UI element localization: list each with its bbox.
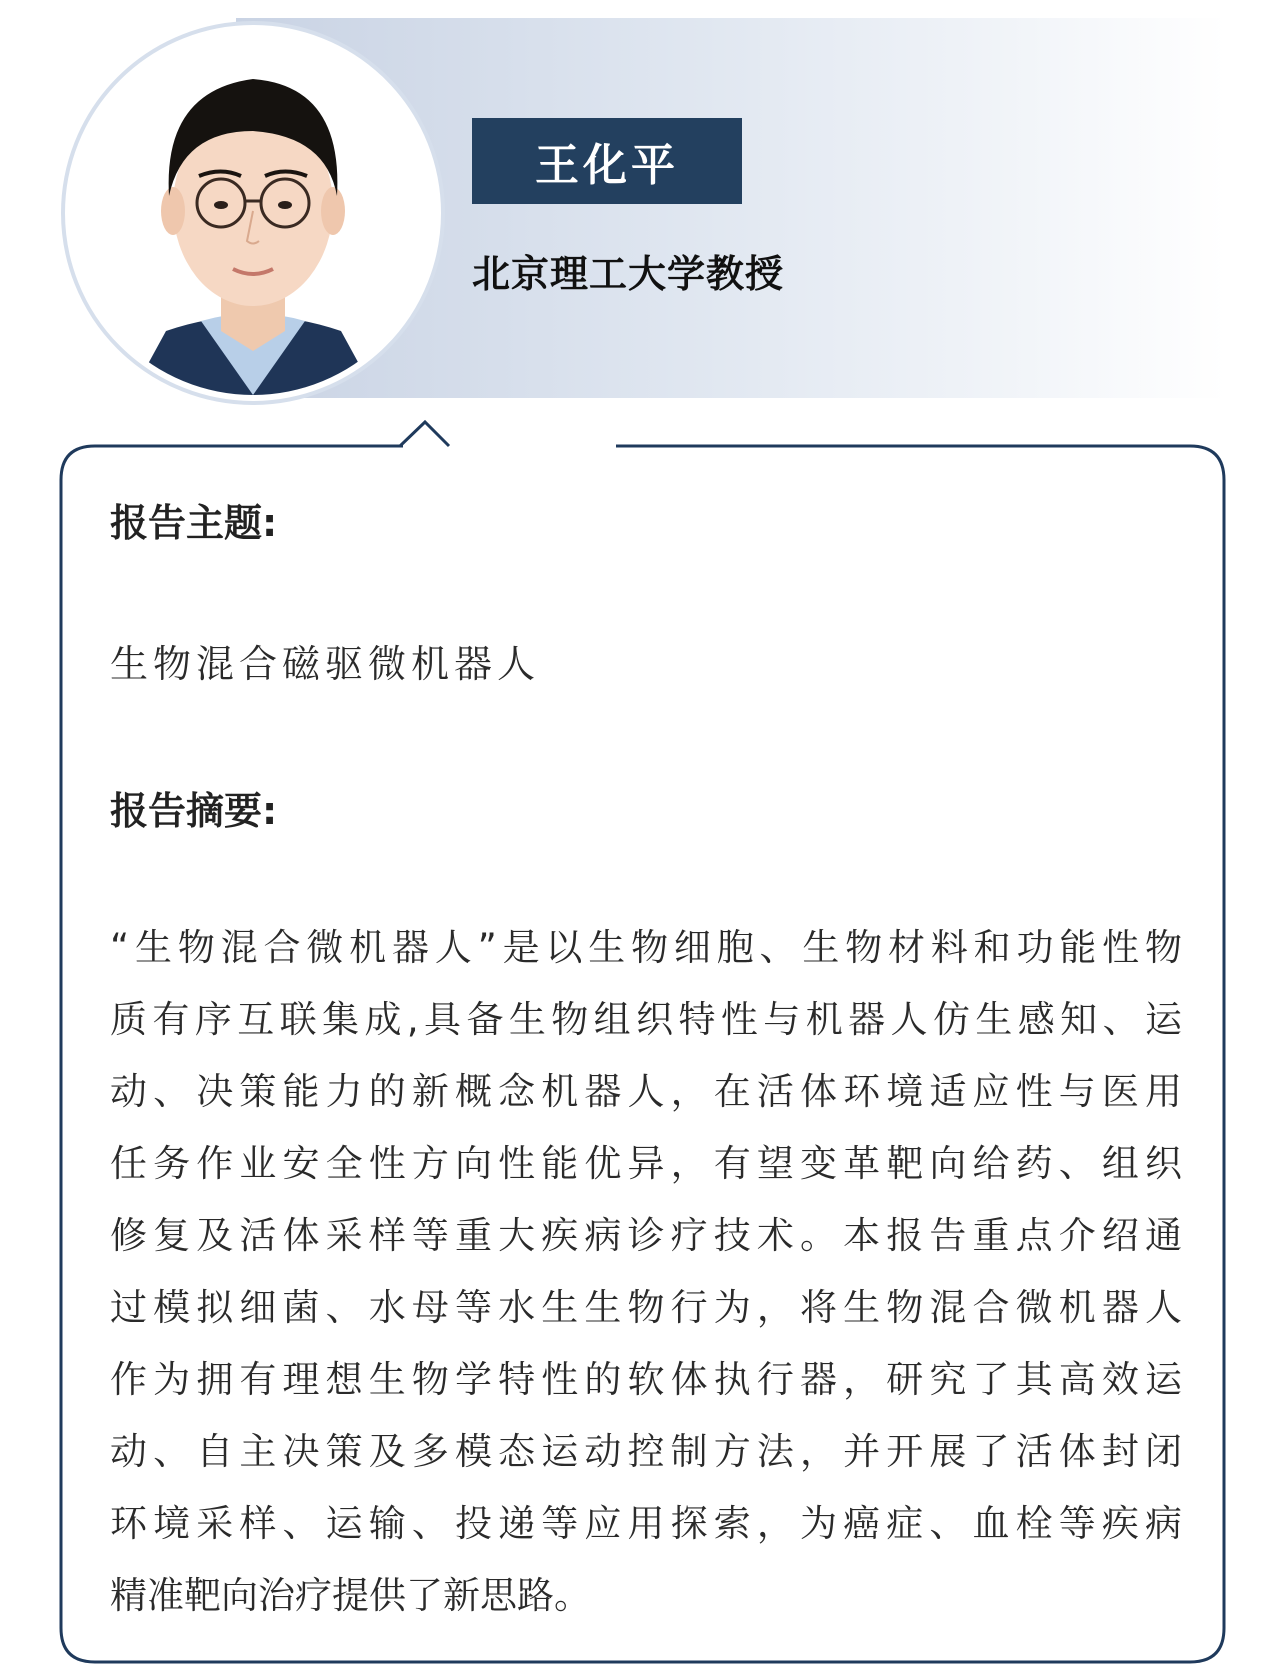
abstract-line: 过模拟细菌、水母等水生生物行为，将生物混合微机器人 [110, 1286, 1182, 1329]
abstract-line: 任务作业安全性方向性能优异，有望变革靶向给药、组织 [110, 1142, 1182, 1185]
abstract-line: 质有序互联集成,具备生物组织特性与机器人仿生感知、运 [110, 998, 1182, 1041]
abstract-line: 作为拥有理想生物学特性的软体执行器，研究了其高效运 [110, 1358, 1182, 1401]
abstract-line: 环境采样、运输、投递等应用探索，为癌症、血栓等疾病 [110, 1502, 1182, 1545]
abstract-line: “生物混合微机器人”是以生物细胞、生物材料和功能性物 [110, 926, 1182, 969]
topic-title: 生物混合磁驱微机器人 [110, 642, 541, 686]
topic-label: 报告主题: [110, 501, 278, 545]
abstract-line: 动、决策能力的新概念机器人，在活体环境适应性与医用 [110, 1070, 1182, 1113]
speaker-name: 王化平 [472, 118, 742, 204]
abstract-label: 报告摘要: [110, 789, 278, 833]
card-notch [400, 422, 449, 446]
abstract-line: 动、自主决策及多模态运动控制方法，并开展了活体封闭 [110, 1430, 1182, 1473]
abstract-body [110, 912, 1182, 1632]
abstract-line: 精准靶向治疗提供了新思路。 [110, 1574, 591, 1617]
speaker-affiliation: 北京理工大学教授 [472, 252, 785, 296]
abstract-line: 修复及活体采样等重大疾病诊疗技术。本报告重点介绍通 [110, 1214, 1182, 1257]
